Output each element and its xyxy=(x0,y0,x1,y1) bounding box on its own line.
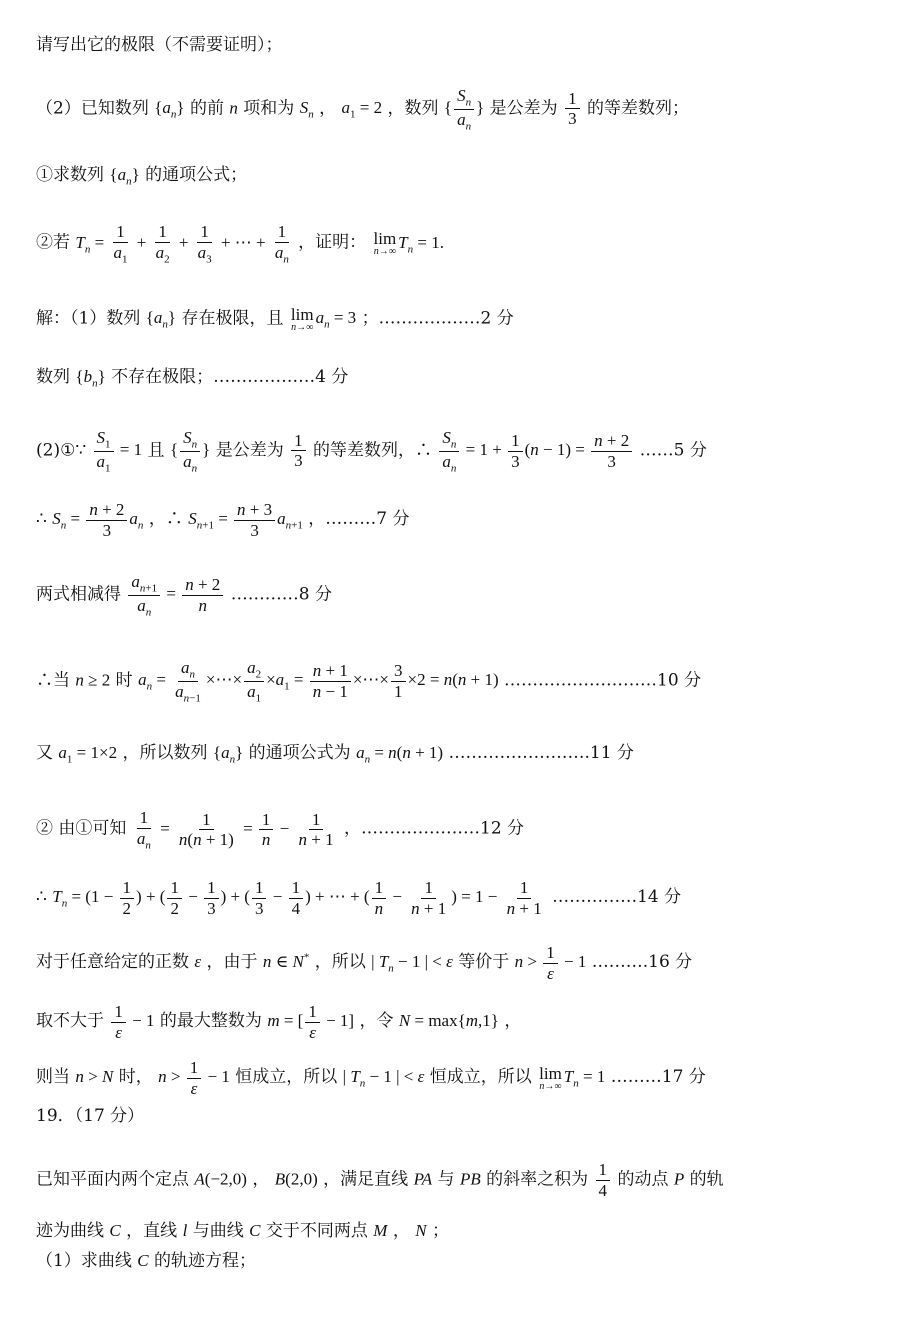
line-text: ② 由①可知 xyxy=(36,818,127,839)
line-text: 与曲线 xyxy=(192,1221,244,1241)
math: P xyxy=(673,1169,685,1189)
line-text: ∴ xyxy=(36,508,47,529)
line-text: 交于不同两点 xyxy=(265,1221,368,1241)
math: $a_1 = 1\times 2$ xyxy=(58,743,118,766)
line-text: ，………7 分 xyxy=(308,508,410,529)
math: $\{b_n\}$ xyxy=(75,367,106,390)
text-line xyxy=(36,306,514,333)
line-text: （1）求曲线 xyxy=(36,1251,132,1271)
line-text: ，所以 xyxy=(314,951,366,972)
text-line xyxy=(36,808,524,852)
math: $\{a_n\}$ xyxy=(109,165,140,188)
text-line xyxy=(36,658,701,705)
math: $a_n$ = $\frac{a_n}{a_{n-1}}$ ×⋯× $\frac{a_2}{a_1}$ $\times a_1$ = $\frac{n + 1}{n - 1}$ ×⋯× $\frac{3}{1}$ ×2 = n(n + 1) xyxy=(138,658,499,705)
math: $S_n$ xyxy=(299,98,314,121)
math: ε xyxy=(194,951,202,971)
math: N = max{m,1} xyxy=(398,1010,499,1030)
math: n > $\frac{1}{\varepsilon}$ − 1 xyxy=(158,1058,230,1098)
math: C xyxy=(137,1251,149,1270)
text-line xyxy=(36,943,692,983)
math: M xyxy=(373,1221,388,1240)
line-text: ∴ xyxy=(36,886,47,907)
math: { $\frac{S_n}{a_n}$ } xyxy=(169,428,211,475)
math: n > N xyxy=(75,1066,114,1086)
math: $\frac{1}{3}$ xyxy=(565,89,580,129)
math: $\{a_n\}$ xyxy=(154,98,185,121)
math: n > $\frac{1}{\varepsilon}$ − 1 xyxy=(514,943,587,983)
line-text: 时， xyxy=(118,1066,153,1087)
line-text: 请写出它的极限（不需要证明）； xyxy=(36,35,283,55)
line-text: 恒成立，所以 xyxy=(429,1066,532,1087)
text-line xyxy=(36,1058,706,1098)
math: lim n→∞ $T_n = 1$ xyxy=(539,1063,606,1092)
math: $a_1 = 2$ xyxy=(341,98,383,121)
line-text: …………………….11 分 xyxy=(448,743,634,763)
math: $\frac{S_1}{a_1}$ = 1 xyxy=(92,440,143,459)
line-text: 的轨迹方程； xyxy=(153,1251,256,1271)
line-text: ………………………10 分 xyxy=(504,670,702,691)
line-text: ，数列 xyxy=(387,98,439,119)
line-text: ，令 xyxy=(359,1010,394,1031)
line-text: ，证明： xyxy=(298,232,367,253)
line-text: 则当 xyxy=(36,1066,70,1087)
line-text: 恒成立，所以 xyxy=(235,1066,338,1087)
line-text: 19．（17 分） xyxy=(36,1106,145,1126)
line-text: 的轨 xyxy=(689,1169,724,1190)
line-text: ……………14 分 xyxy=(552,886,682,907)
math: $\{a_n\}$ xyxy=(212,743,244,766)
text-line xyxy=(36,368,348,389)
line-text: 时 xyxy=(115,670,133,691)
math: PA xyxy=(413,1169,433,1189)
line-text: 的通项公式； xyxy=(145,165,248,185)
line-text: ， xyxy=(252,1169,270,1190)
math: C xyxy=(249,1221,261,1240)
math: { $\frac{S_n}{a_n}$ } xyxy=(443,86,485,133)
line-text: 的等差数列； xyxy=(586,98,689,119)
line-text: ，∴ xyxy=(148,508,183,529)
line-text: 且 xyxy=(147,440,165,461)
math: | $T_n - 1$ | < ε xyxy=(342,1066,425,1090)
line-text: ，满足直线 xyxy=(323,1169,409,1190)
line-text: 解：（1）数列 xyxy=(36,308,141,329)
line-text: 取不大于 xyxy=(36,1010,104,1031)
text-line xyxy=(36,878,681,918)
line-text: 等价于 xyxy=(458,951,510,972)
math: n ≥ 2 xyxy=(75,670,111,690)
line-text: 存在极限，且 xyxy=(181,308,284,329)
line-text: ， xyxy=(392,1221,410,1241)
line-text: ，所以数列 xyxy=(122,743,208,763)
line-text: 是公差为 xyxy=(489,98,558,119)
line-text: 的斜率之积为 xyxy=(486,1169,589,1190)
math: B(2,0) xyxy=(274,1169,318,1189)
text-line xyxy=(36,1160,724,1200)
math: l xyxy=(182,1221,188,1240)
math: A(−2,0) xyxy=(194,1169,247,1189)
line-text: 迹为曲线 xyxy=(36,1221,104,1241)
line-text: 的动点 xyxy=(617,1169,669,1190)
line-text: ；………………2 分 xyxy=(361,308,514,329)
text-line xyxy=(36,37,283,54)
math: C xyxy=(109,1221,121,1240)
text-line xyxy=(36,744,634,765)
math: lim n→∞ $T_n = 1$. xyxy=(373,229,444,258)
line-text: ①求数列 xyxy=(36,165,104,185)
line-text: (2)①∵ xyxy=(36,440,87,461)
text-line xyxy=(36,1108,144,1125)
line-text: ； xyxy=(432,1221,449,1241)
math: $\frac{1}{\varepsilon}$ − 1 xyxy=(109,1011,154,1030)
line-text: 又 xyxy=(36,743,53,763)
text-line xyxy=(36,1222,449,1240)
line-text: ，…………………12 分 xyxy=(344,818,525,839)
math: PB xyxy=(459,1169,481,1189)
math: n ∈ N* xyxy=(262,951,310,971)
math: $S_{n+1}$ = $\frac{n + 3}{3}$ $a_{n+1}$ xyxy=(188,500,303,540)
math: $T_n = (1$ − $\frac{1}{2}$ ) + ( $\frac{1}{2}$ − $\frac{1}{3}$ ) + ( $\frac{1}{3}$ − $\frac{1}{4}$ ) + ⋯ + ( $\frac{1}{n}$ − $\frac{1}{n + 1}$ ) = 1 − $\frac{1}{n + 1}$ xyxy=(52,878,542,918)
line-text: ，由于 xyxy=(206,951,258,972)
line-text: ②若 xyxy=(36,232,70,253)
math: $\frac{1}{a_n}$ = $\frac{1}{n(n + 1)}$ = $\frac{1}{n}$ − $\frac{1}{n + 1}$ xyxy=(136,808,334,851)
line-text: （2）已知数列 xyxy=(36,98,149,119)
line-text: 数列 xyxy=(36,367,70,387)
line-text: 已知平面内两个定点 xyxy=(36,1169,189,1190)
text-line xyxy=(36,1252,256,1270)
line-text: 是公差为 xyxy=(215,440,284,461)
math: $\frac{S_n}{a_n}$ = 1 + $\frac{1}{3}$ (n − 1) = $\frac{n + 2}{3}$ xyxy=(437,440,634,459)
text-line xyxy=(36,1002,521,1042)
math: | $T_n - 1$ | < ε xyxy=(371,951,453,975)
math: $\frac{1}{3}$ xyxy=(291,431,306,471)
text-line xyxy=(36,428,707,475)
line-text: ，直线 xyxy=(126,1221,178,1241)
line-text: 对于任意给定的正数 xyxy=(36,951,189,972)
line-text: 项和为 xyxy=(243,98,295,119)
math: $S_n$ = $\frac{n + 2}{3}$ $a_n$ xyxy=(52,500,144,540)
line-text: ， xyxy=(319,98,337,119)
line-text: 不存在极限；………………4 分 xyxy=(111,367,349,387)
line-text: 的前 xyxy=(189,98,224,119)
math: $\{a_n\}$ xyxy=(145,308,177,331)
line-text: ， xyxy=(504,1010,522,1031)
line-text: 两式相减得 xyxy=(36,584,121,605)
math: $T_n$ = $\frac{1}{a_1}$ + $\frac{1}{a_2}$ + $\frac{1}{a_3}$ + ⋯ + $\frac{1}{a_n}$ xyxy=(75,222,289,265)
line-text: 与 xyxy=(437,1169,455,1190)
line-text: 的最大整数为 xyxy=(159,1010,262,1031)
line-text: ……….16 分 xyxy=(591,951,693,972)
math: n xyxy=(229,98,238,118)
math: lim n→∞ $a_n = 3$ xyxy=(290,305,357,333)
line-text: 的等差数列，∴ xyxy=(313,440,433,461)
text-line xyxy=(36,86,689,133)
line-text: ……5 分 xyxy=(639,440,707,461)
line-text: ………17 分 xyxy=(610,1066,706,1087)
math: $\frac{1}{4}$ xyxy=(596,1160,611,1200)
math: $a_n = n(n + 1)$ xyxy=(356,743,444,766)
text-line xyxy=(36,572,332,619)
line-text: 的通项公式为 xyxy=(248,743,351,763)
text-line xyxy=(36,166,247,187)
math: N xyxy=(415,1221,427,1240)
text-line xyxy=(36,222,444,266)
line-text: ∴当 xyxy=(36,670,70,691)
math: m = [ $\frac{1}{\varepsilon}$ − 1] xyxy=(267,1002,355,1042)
line-text: …………8 分 xyxy=(230,584,332,605)
math: $\frac{a_{n+1}}{a_n}$ = $\frac{n + 2}{n}$ xyxy=(126,584,225,603)
text-line xyxy=(36,500,410,540)
